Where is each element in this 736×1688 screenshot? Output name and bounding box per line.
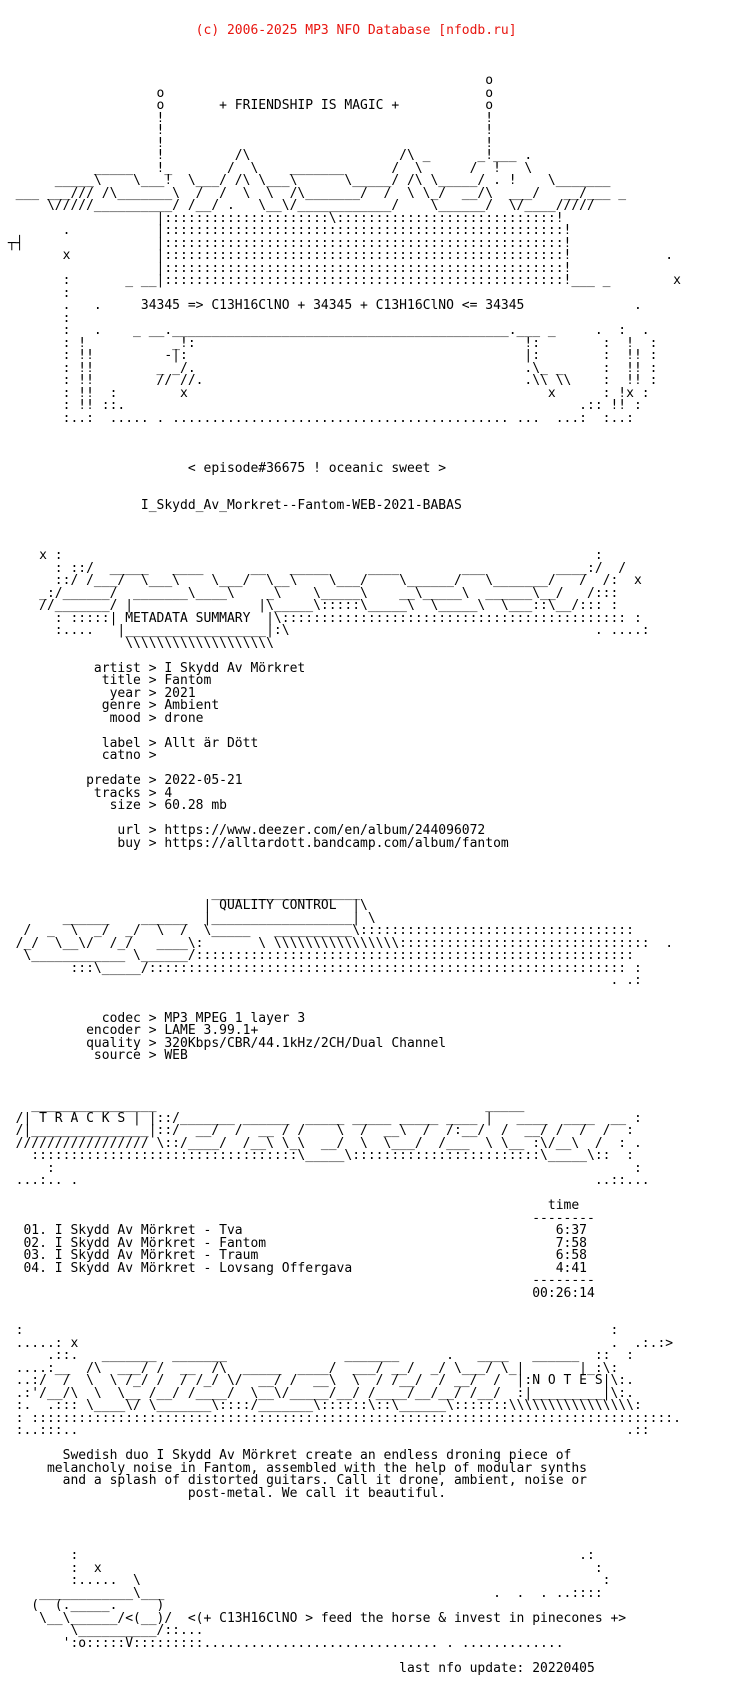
nfo-line: : : xyxy=(0,1323,619,1338)
nfo-line: size > 60.28 mb xyxy=(0,798,227,813)
nfo-line: _____\ \___! \___/ /\ \___\ \_____/ /\ \_____/ . ! \_______ xyxy=(0,173,611,188)
nfo-line xyxy=(0,1063,681,1076)
nfo-line: mood > drone xyxy=(0,710,204,726)
nfo-line: ┬┤ |:::::::::::::::::::::::::::::::::::::::::::::::::::! xyxy=(0,235,572,251)
nfo-body xyxy=(0,63,681,1676)
nfo-line: : x : xyxy=(0,1560,603,1576)
nfo-line: catno > xyxy=(0,748,157,763)
nfo-line: : !! _ _/. .\_ _ : !! : xyxy=(0,360,658,376)
nfo-line: :. .::: \____\/ \_______\::::/_______\::::::\::\______\:::::::\\\\\\\\\\\\\\\\: xyxy=(0,1398,642,1413)
nfo-line: year > 2021 xyxy=(0,685,196,701)
nfo-line: 02. I Skydd Av Mörkret - Fantom 7:58 xyxy=(0,1235,587,1251)
nfo-line xyxy=(0,513,681,526)
nfo-line xyxy=(0,475,681,488)
nfo-line: : ! _!: !: : ! : xyxy=(0,335,658,351)
nfo-line xyxy=(0,1300,681,1313)
nfo-line: : !! : x x : !x : xyxy=(0,385,650,401)
nfo-line: : . _ __.___________________________________________.___ _ . : . xyxy=(0,323,650,338)
nfo-line: / _ \ _/ _/ \ / \_____ __________\::::::::::::::::::::::::::::::::::: xyxy=(0,923,634,938)
nfo-line: . .: xyxy=(0,973,642,988)
nfo-line: predate > 2022-05-21 xyxy=(0,773,243,788)
nfo-line: | QUALITY CONTROL |\ xyxy=(0,898,368,913)
nfo-line: . |:::::::::::::::::::::::::::::::::::::::::::::::::::! xyxy=(0,223,572,238)
nfo-line: ::/ /___/ \___\ \___/ \__\ \___/ \______/ \_______/ / /: x xyxy=(0,573,642,588)
nfo-line: tracks > 4 xyxy=(0,785,173,801)
nfo-line: Swedish duo I Skydd Av Mörkret create an endless droning piece of xyxy=(0,1448,572,1463)
nfo-line: url > https://www.deezer.com/en/album/244096072 xyxy=(0,823,486,838)
nfo-line: : .: xyxy=(0,1548,595,1563)
nfo-line: ! ! xyxy=(0,110,494,126)
nfo-line: . . 34345 => C13H16ClNO + 34345 + C13H16ClNO <= 34345 . xyxy=(0,298,642,313)
nfo-line: I_Skydd_Av_Morkret--Fantom-WEB-2021-BABAS xyxy=(0,498,462,513)
nfo-line: ..:/ / \ \ /_/ / / /_/ \/ __/ / __\ \ / /__/ / __/ / |:N O T E S|\:. xyxy=(0,1373,634,1388)
nfo-line: .::. _______ _______ _______ . ____ ______ :: : xyxy=(0,1348,634,1363)
nfo-line: /| T R A C K S | |::/_______ ______ _____ _____ _____ ____ | ____ ____ __ : xyxy=(0,1110,642,1126)
nfo-line xyxy=(0,1075,681,1088)
nfo-line xyxy=(0,1650,681,1663)
nfo-line: -------- xyxy=(0,1273,595,1288)
nfo-line: \__\______/<(__)/ <(+ C13H16ClNO > feed the horse & invest in pinecones +> xyxy=(0,1610,627,1626)
nfo-line: \\\\\\\\\\\\\\\\\\\ xyxy=(0,635,274,651)
nfo-line: 04. I Skydd Av Mörkret - Lovsang Offergava 4:41 xyxy=(0,1260,587,1276)
nfo-line xyxy=(0,525,681,538)
nfo-line: ! ! xyxy=(0,135,494,151)
nfo-line: title > Fantom xyxy=(0,673,212,688)
nfo-line xyxy=(0,425,681,438)
nfo-line: : !! // //. .\\ \\ : !! : xyxy=(0,373,658,388)
nfo-line: : xyxy=(0,285,71,301)
nfo-line xyxy=(0,850,681,863)
nfo-line: post-metal. We call it beautiful. xyxy=(0,1485,447,1501)
nfo-line: genre > Ambient xyxy=(0,698,220,713)
nfo-line xyxy=(0,1513,681,1526)
nfo-line: ':o:::::V:::::::::.............................. . ............. xyxy=(0,1635,564,1651)
nfo-line: source > WEB xyxy=(0,1048,188,1063)
nfo-line: :.... |__________________|:\ . ....: xyxy=(0,623,650,638)
copyright-header: (c) 2006-2025 MP3 NFO Database [nfodb.ru] xyxy=(0,23,517,38)
nfo-line xyxy=(0,988,681,1001)
nfo-line: ____________\___ . . . ..:::: xyxy=(0,1585,603,1601)
nfo-line: x |:::::::::::::::::::::::::::::::::::::::::::::::::::! . xyxy=(0,248,674,263)
nfo-line: buy > https://alltardott.bandcamp.com/album/fantom xyxy=(0,835,509,851)
nfo-line: ______ ______ |__________________| \ xyxy=(0,910,376,926)
nfo-line: ///////////////// \::/____/ /__\ \_\ __/ \ \___/ /___ \ \__ :\/__\ / : . xyxy=(0,1135,642,1151)
nfo-line: ___ ___/// /\_______\ / / \ \ /\_______/ / \ \_/ __/\ ___/ __/___ _ xyxy=(0,185,627,201)
nfo-line: : :::::| METADATA SUMMARY |\:::::::::::::::::::::::::::::::::::::::::::: : xyxy=(0,610,642,626)
nfo-line: -------- xyxy=(0,1210,595,1226)
nfo-line: _:/______/ _______\____\ _\ \_____\ __\_____\ ______\__/ /::: xyxy=(0,585,619,601)
nfo-line: : : xyxy=(0,1160,642,1176)
nfo-line: : _ __|:::::::::::::::::::::::::::::::::::::::::::::::::::!___ _ x xyxy=(0,273,681,288)
nfo-line: codec > MP3 MPEG 1 layer 3 xyxy=(0,1010,306,1026)
nfo-line: 03. I Skydd Av Mörkret - Traum 6:58 xyxy=(0,1248,587,1263)
nfo-line: _____ !_ / \ _______ / \ / ! \ xyxy=(0,160,533,176)
nfo-line: encoder > LAME 3.99.1+ xyxy=(0,1023,259,1038)
nfo-line: //_______/ | |\_____\:::::\_____\ \_____\ \___::\__/::: : xyxy=(0,598,619,613)
nfo-line: : xyxy=(0,310,71,326)
nfo-line: label > Allt är Dött xyxy=(0,735,259,751)
nfo-line: \/////__________/ /__/ . \__\/____________/ \______/ \/____///// xyxy=(0,198,595,213)
nfo-line: < episode#36675 ! oceanic sweet > xyxy=(0,460,447,476)
nfo-line: x : : xyxy=(0,548,603,563)
nfo-line xyxy=(0,1500,681,1513)
nfo-line: o xyxy=(0,73,494,88)
nfo-line: /|_______________|::/ __/ / __ / / \ / __\ / /:__/ / __/ / / / : xyxy=(0,1123,634,1138)
nfo-line: : ::/ _____ ____ __ _____ ____ ___ ____:/ / xyxy=(0,560,627,576)
nfo-line: o o xyxy=(0,85,494,101)
nfo-line: 01. I Skydd Av Mörkret - Tva 6:37 xyxy=(0,1223,587,1238)
nfo-line: : !! -|: |: : !! : xyxy=(0,348,658,363)
nfo-line: ! /\ /\ _ _!___ . xyxy=(0,148,533,163)
nfo-line xyxy=(0,863,681,876)
nfo-line: |:::::::::::::::::::::::::::::::::::::::::::::::::::! xyxy=(0,260,572,276)
nfo-line: \____________ \______/:::::::::::::::::::::::::::::::::::::::::::::::::::::::: xyxy=(0,948,634,963)
nfo-line: \__________/::... xyxy=(0,1623,204,1638)
nfo-line: ___________________ xyxy=(0,885,361,901)
nfo-line: :::\_____/::::::::::::::::::::::::::::::::::::::::::::::::::::::::::::: : xyxy=(0,960,642,976)
nfo-line: artist > I Skydd Av Mörkret xyxy=(0,660,306,676)
nfo-line: :..:::.. .:: xyxy=(0,1423,650,1438)
nfo-line: ...:.. . ..::... xyxy=(0,1173,650,1188)
nfo-line: 00:26:14 xyxy=(0,1285,595,1301)
nfo-line: ....:__ /\ ___/ / __ /\ _____ ____/ ___/ __/ _/ \___/ \_| |_:\: xyxy=(0,1360,619,1376)
nfo-line: :..: ..... . ........................................... ... ...: :..: xyxy=(0,410,634,426)
nfo-line: /_/ \__\/ /_/ ____\: \ \\\\\\\\\\\\\\\\:::::::::::::::::::::::::::::::: . xyxy=(0,935,674,951)
nfo-line: :..... \ : xyxy=(0,1573,611,1588)
nfo-line: : ::::::::::::::::::::::::::::::::::::::::::::::::::::::::::::::::::::::::::::::::::. xyxy=(0,1410,681,1426)
nfo-line xyxy=(0,1525,681,1538)
nfo-line: ! ! xyxy=(0,123,494,138)
nfo-line: ::::::::::::::::::::::::::::::::::\_____\::::::::::::::::::::::::\_____\:: : xyxy=(0,1148,634,1163)
nfo-line xyxy=(0,438,681,451)
nfo-line: |:::::::::::::::::::::\::::::::::::::::::::::::::::! xyxy=(0,210,564,226)
nfo-line: .....: x . .:.:> xyxy=(0,1335,674,1351)
nfo-line: melancholy noise in Fantom, assembled with the help of modular synths xyxy=(0,1460,587,1476)
nfo-line: o + FRIENDSHIP IS MAGIC + o xyxy=(0,98,494,113)
nfo-line: .:'/__/\ \ \__ /__/ /____/ \__\/_____/__/ /____/__/__/ /__/ :|_________|\:. xyxy=(0,1385,634,1401)
nfo-line: and a splash of distorted guitars. Call it drone, ambient, noise or xyxy=(0,1473,587,1488)
nfo-line: : !! ::. .:: !! : xyxy=(0,398,642,413)
nfo-line: ( (._____. ) xyxy=(0,1598,165,1613)
nfo-line: time xyxy=(0,1198,580,1213)
nfo-line: quality > 320Kbps/CBR/44.1kHz/2CH/Dual Channel xyxy=(0,1035,447,1051)
nfo-line: ________________ _____ xyxy=(0,1098,525,1113)
nfo-line: last nfo update: 20220405 xyxy=(0,1660,595,1676)
